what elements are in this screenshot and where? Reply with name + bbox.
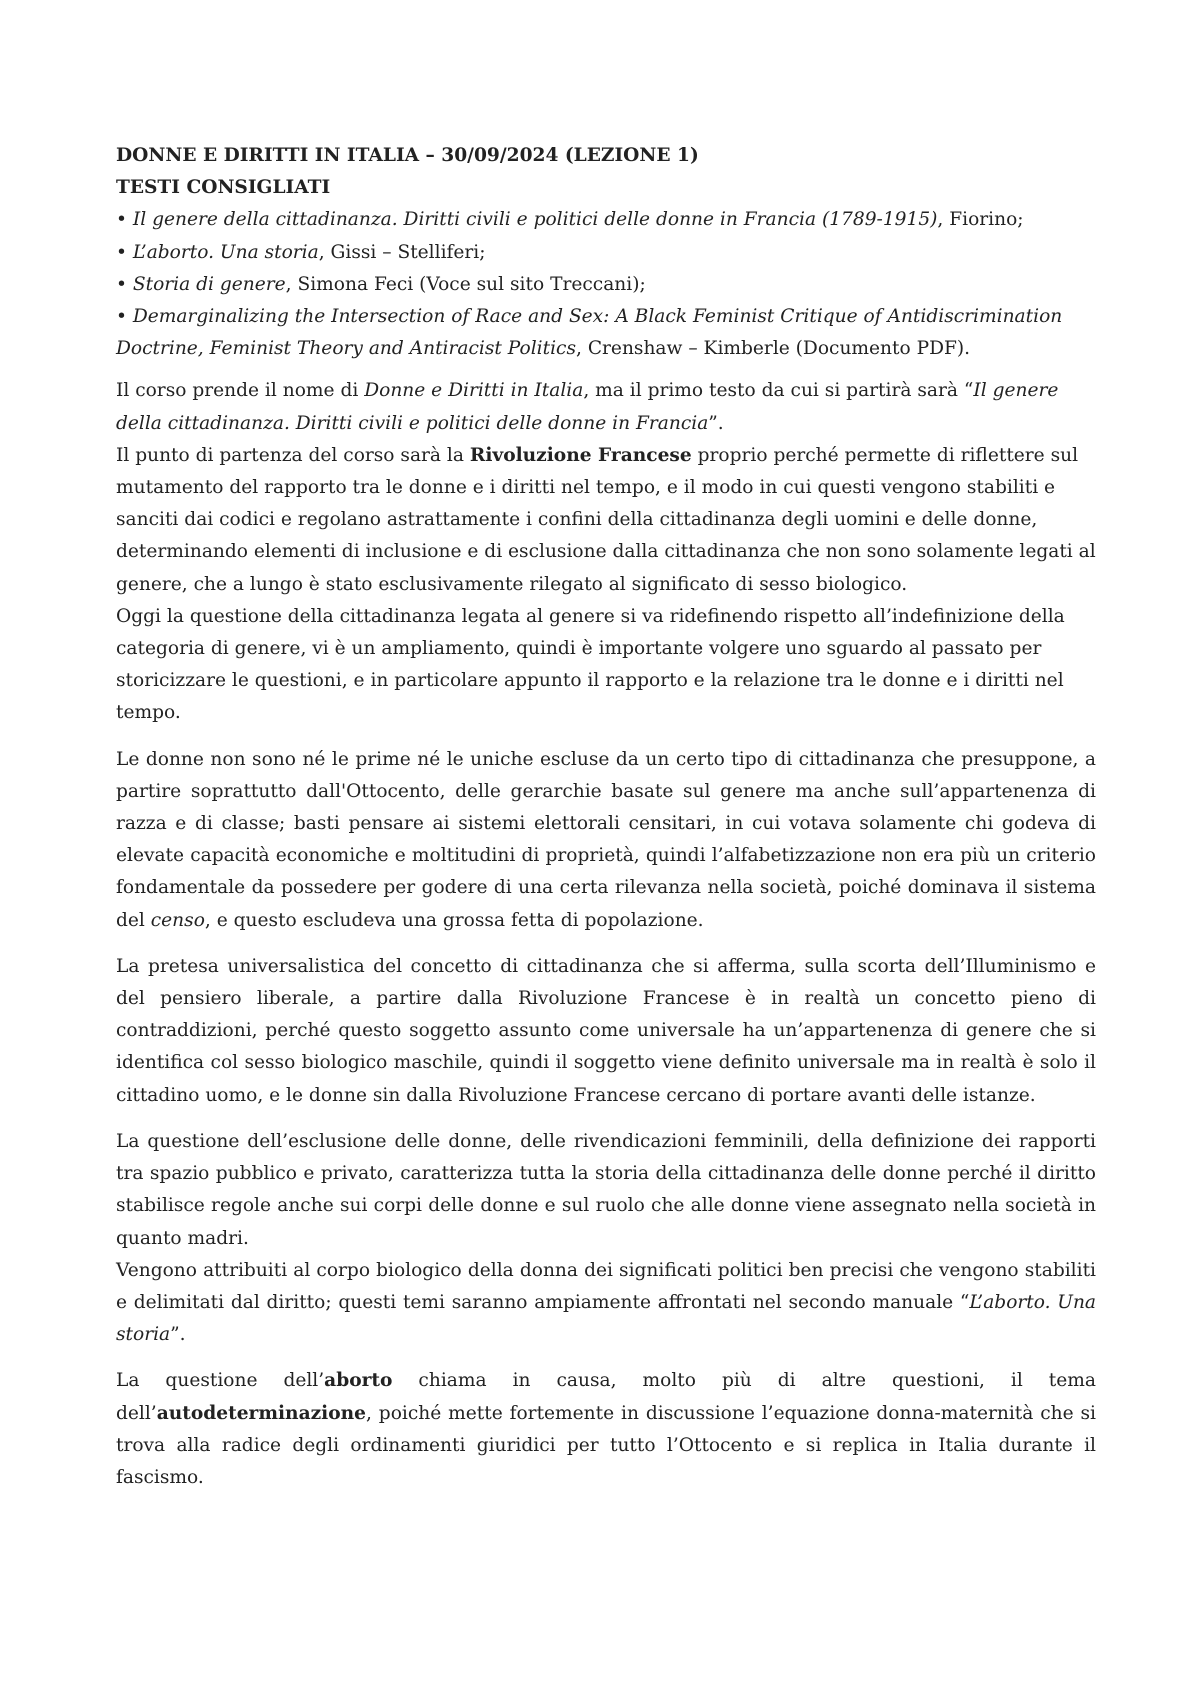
reference-list bbox=[116, 204, 1096, 365]
paragraph-abortion: La questione dell’aborto chiama in causa, molto più di altre questioni, il tema dell’autodeterminazione, poiché mette fortemente in discussione l’equazione donna-maternità che si trova alla radice degli ordinamenti giuridici per tutto l’Ottocento e si replica in Italia durante il fascismo. bbox=[116, 1370, 1096, 1488]
reference-item bbox=[116, 301, 1096, 365]
bullet-icon: • bbox=[116, 209, 127, 231]
section-heading-recommended-texts: TESTI CONSIGLIATI bbox=[116, 177, 331, 199]
document-page bbox=[116, 140, 1096, 1494]
reference-author: , Gissi – Stelliferi; bbox=[318, 241, 486, 263]
reference-item bbox=[116, 269, 1096, 301]
paragraph-course-intro: Il corso prende il nome di Donne e Diritti in Italia, ma il primo testo da cui si partirà sarà “Il genere della cittadinanza. Diritti civili e politici delle donne in Francia”. bbox=[116, 380, 1059, 434]
lesson-title: DONNE E DIRITTI IN ITALIA – 30/09/2024 (LEZIONE 1) bbox=[116, 145, 699, 166]
reference-item bbox=[116, 237, 1096, 269]
paragraph-women-exclusion: La questione dell’esclusione delle donne, delle rivendicazioni femminili, della definizione dei rapporti tra spazio pubblico e privato, caratterizza tutta la storia della cittadinanza delle donne perché il diritto stabilisce regole anche sui corpi delle donne e sul ruolo che alle donne viene assegnato nella società in quanto madri. bbox=[116, 1130, 1096, 1249]
reference-author: , Fiorino; bbox=[937, 209, 1024, 231]
bullet-icon: • bbox=[116, 306, 127, 328]
reference-item bbox=[116, 204, 1096, 236]
reference-author: , Simona Feci (Voce sul sito Treccani); bbox=[285, 273, 646, 295]
reference-author: , Crenshaw – Kimberle (Documento PDF). bbox=[576, 338, 971, 360]
paragraph-universalism: La pretesa universalistica del concetto di cittadinanza che si afferma, sulla scorta dell’Illuminismo e del pensiero liberale, a partire dalla Rivoluzione Francese è in realtà un concetto pieno di contraddizioni, perché questo soggetto assunto come universale ha un’appartenenza di genere che si identifica col sesso biologico maschile, quindi il soggetto viene definito universale ma in realtà è solo il cittadino uomo, e le donne sin dalla Rivoluzione Francese cercano di portare avanti delle istanze. bbox=[116, 955, 1096, 1106]
paragraph-exclusion: Le donne non sono né le prime né le uniche escluse da un certo tipo di cittadinanza che presuppone, a partire soprattutto dall'Ottocento, delle gerarchie basate sul genere ma anche sull’appartenenza di razza e di classe; basti pensare ai sistemi elettorali censitari, in cui votava solamente chi godeva di elevate capacità economiche e moltitudini di proprietà, quindi l’alfabetizzazione non era più un criterio fondamentale da possedere per godere di una certa rilevanza nella società, poiché dominava il sistema del censo, e questo escludeva una grossa fetta di popolazione. bbox=[116, 748, 1096, 931]
paragraph-starting-point: Il punto di partenza del corso sarà la Rivoluzione Francese proprio perché permette di riflettere sul mutamento del rapporto tra le donne e i diritti nel tempo, e il modo in cui questi vengono stabiliti e sanciti dai codici e regolano astrattamente i confini della cittadinanza degli uomini e delle donne, determinando elementi di inclusione e di esclusione dalla cittadinanza che non sono solamente legati al genere, che a lungo è stato esclusivamente rilegato al significato di sesso biologico. bbox=[116, 444, 1096, 595]
reference-title: L’aborto. Una storia bbox=[132, 241, 319, 263]
reference-title: Storia di genere bbox=[132, 273, 286, 295]
bullet-icon: • bbox=[116, 241, 127, 263]
bullet-icon: • bbox=[116, 273, 127, 295]
reference-title: Il genere della cittadinanza. Diritti civili e politici delle donne in Francia (1789-1915) bbox=[132, 209, 938, 231]
reference-title: Demarginalizing the Intersection of Race and Sex: A Black Feminist Critique of Antidiscrimination Doctrine, Feminist Theory and Antiracist Politics bbox=[116, 306, 1063, 360]
paragraph-citizenship-gender: Oggi la questione della cittadinanza legata al genere si va ridefinendo rispetto all’indefinizione della categoria di genere, vi è un ampliamento, quindi è importante volgere uno sguardo al passato per storicizzare le questioni, e in particolare appunto il rapporto e la relazione tra le donne e i diritti nel tempo. bbox=[116, 605, 1065, 724]
paragraph-biological-body: Vengono attribuiti al corpo biologico della donna dei significati politici ben precisi che vengono stabiliti e delimitati dal diritto; questi temi saranno ampiamente affrontati nel secondo manuale “L’aborto. Una storia”. bbox=[116, 1259, 1097, 1346]
